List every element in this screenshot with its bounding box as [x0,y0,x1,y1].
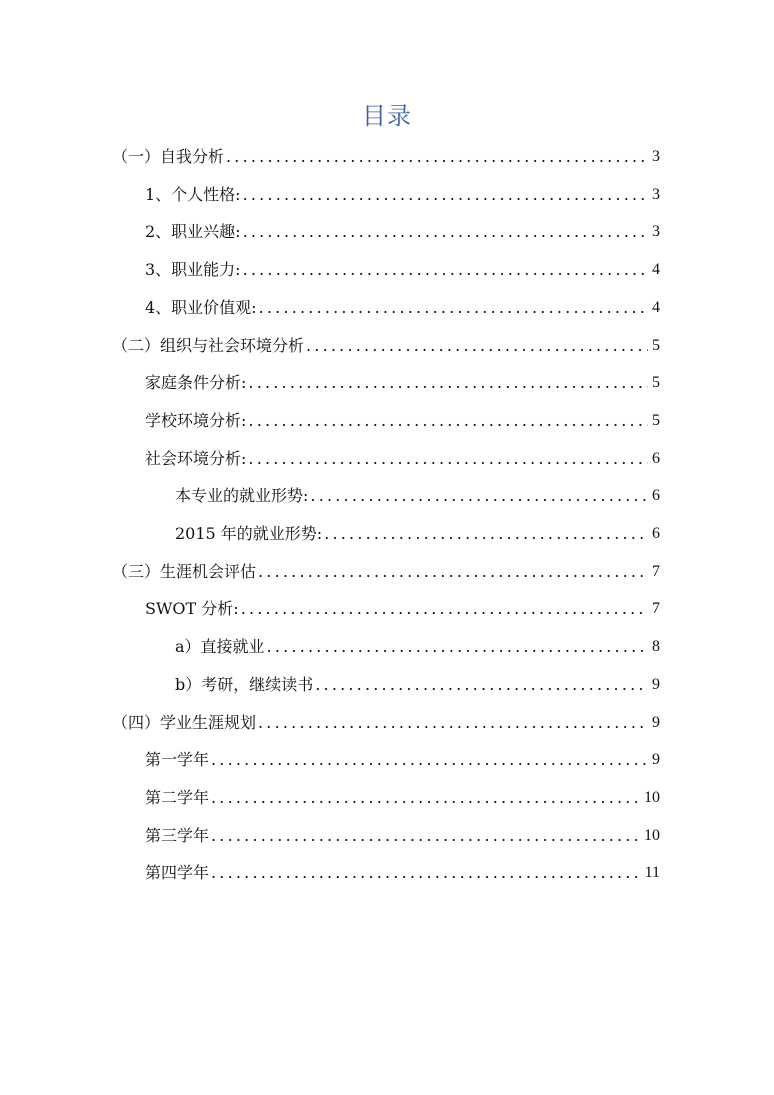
toc-entry-label: （四）学业生涯规划 [112,713,257,732]
toc-entry[interactable] [145,444,660,474]
toc-entry-label: 第一学年 [145,750,210,769]
toc-title: 目录 [362,102,412,130]
toc-dot-leader [211,783,640,813]
toc-dot-leader [248,406,648,436]
toc-entry-label: 4、职业价值观: [145,298,257,317]
toc-entry-label: b）考研，继续读书 [175,675,314,694]
toc-dot-leader [310,481,648,511]
toc-entry[interactable] [145,858,660,888]
toc-entry[interactable] [112,142,660,172]
toc-page-number: 4 [652,261,660,278]
toc-entry-label: 第三学年 [145,826,210,845]
toc-entry-label: 1、个人性格: [145,185,241,204]
toc-entry[interactable] [145,368,660,398]
toc-entry[interactable] [175,670,660,700]
toc-page-number: 6 [652,487,660,504]
toc-entry-label: 学校环境分析: [145,411,247,430]
toc-entry-label: （三）生涯机会评估 [112,562,257,581]
toc-dot-leader [243,255,648,285]
toc-dot-leader [258,708,648,738]
toc-dot-leader [243,180,648,210]
toc-page-number: 11 [644,864,660,881]
toc-dot-leader [259,293,648,323]
toc-entry[interactable] [175,519,660,549]
toc-dot-leader [315,670,648,700]
toc-entry[interactable] [112,331,660,361]
toc-entry[interactable] [145,180,660,210]
toc-page-number: 5 [652,337,660,354]
toc-entry[interactable] [112,557,660,587]
toc-page-number: 5 [652,412,660,429]
toc-entry[interactable] [145,217,660,247]
toc-dot-leader [306,331,648,361]
toc-dot-leader [248,444,648,474]
toc-page-number: 10 [644,789,660,806]
toc-page-number: 9 [652,714,660,731]
toc-page-number: 8 [652,638,660,655]
toc-page-number: 6 [652,450,660,467]
toc-entry-label: 第四学年 [145,863,210,882]
toc-entry[interactable] [145,783,660,813]
toc-entry[interactable] [175,632,660,662]
toc-dot-leader [324,519,648,549]
toc-dot-leader [258,557,648,587]
toc-entry-label: 家庭条件分析: [145,373,247,392]
toc-page-number: 7 [652,600,660,617]
toc-entry-label: 社会环境分析: [145,449,247,468]
toc-page-number: 3 [652,186,660,203]
toc-entry-label: a）直接就业 [175,637,265,656]
toc-entry-label: 2、职业兴趣: [145,222,241,241]
toc-entry[interactable] [145,821,660,851]
toc-entry-label: 第二学年 [145,788,210,807]
toc-page-number: 3 [652,148,660,165]
toc-entry-label: 2015 年的就业形势: [175,524,323,543]
toc-entry-label: 3、职业能力: [145,260,241,279]
toc-page-number: 9 [652,676,660,693]
toc-dot-leader [211,858,641,888]
toc-entry[interactable] [145,406,660,436]
toc-page-number: 5 [652,374,660,391]
toc-entry-label: （一）自我分析 [112,147,225,166]
toc-dot-leader [211,745,648,775]
toc-dot-leader [267,632,648,662]
toc-page-number: 3 [652,223,660,240]
toc-page-number: 4 [652,299,660,316]
toc-dot-leader [211,821,640,851]
toc-dot-leader [243,217,648,247]
toc-page-number: 10 [644,827,660,844]
toc-dot-leader [241,594,648,624]
toc-page-number: 7 [652,563,660,580]
toc-entry-label: SWOT 分析: [145,599,239,618]
toc-page-number: 9 [652,751,660,768]
toc-entry[interactable] [145,594,660,624]
toc-entry-label: 本专业的就业形势: [175,486,309,505]
toc-dot-leader [248,368,648,398]
toc-entry-label: （二）组织与社会环境分析 [112,336,305,355]
toc-entry[interactable] [112,708,660,738]
toc-dot-leader [226,142,648,172]
toc-entry[interactable] [145,293,660,323]
toc-page-number: 6 [652,525,660,542]
toc-entry[interactable] [145,255,660,285]
toc-entry[interactable] [145,745,660,775]
toc-entry[interactable] [175,481,660,511]
